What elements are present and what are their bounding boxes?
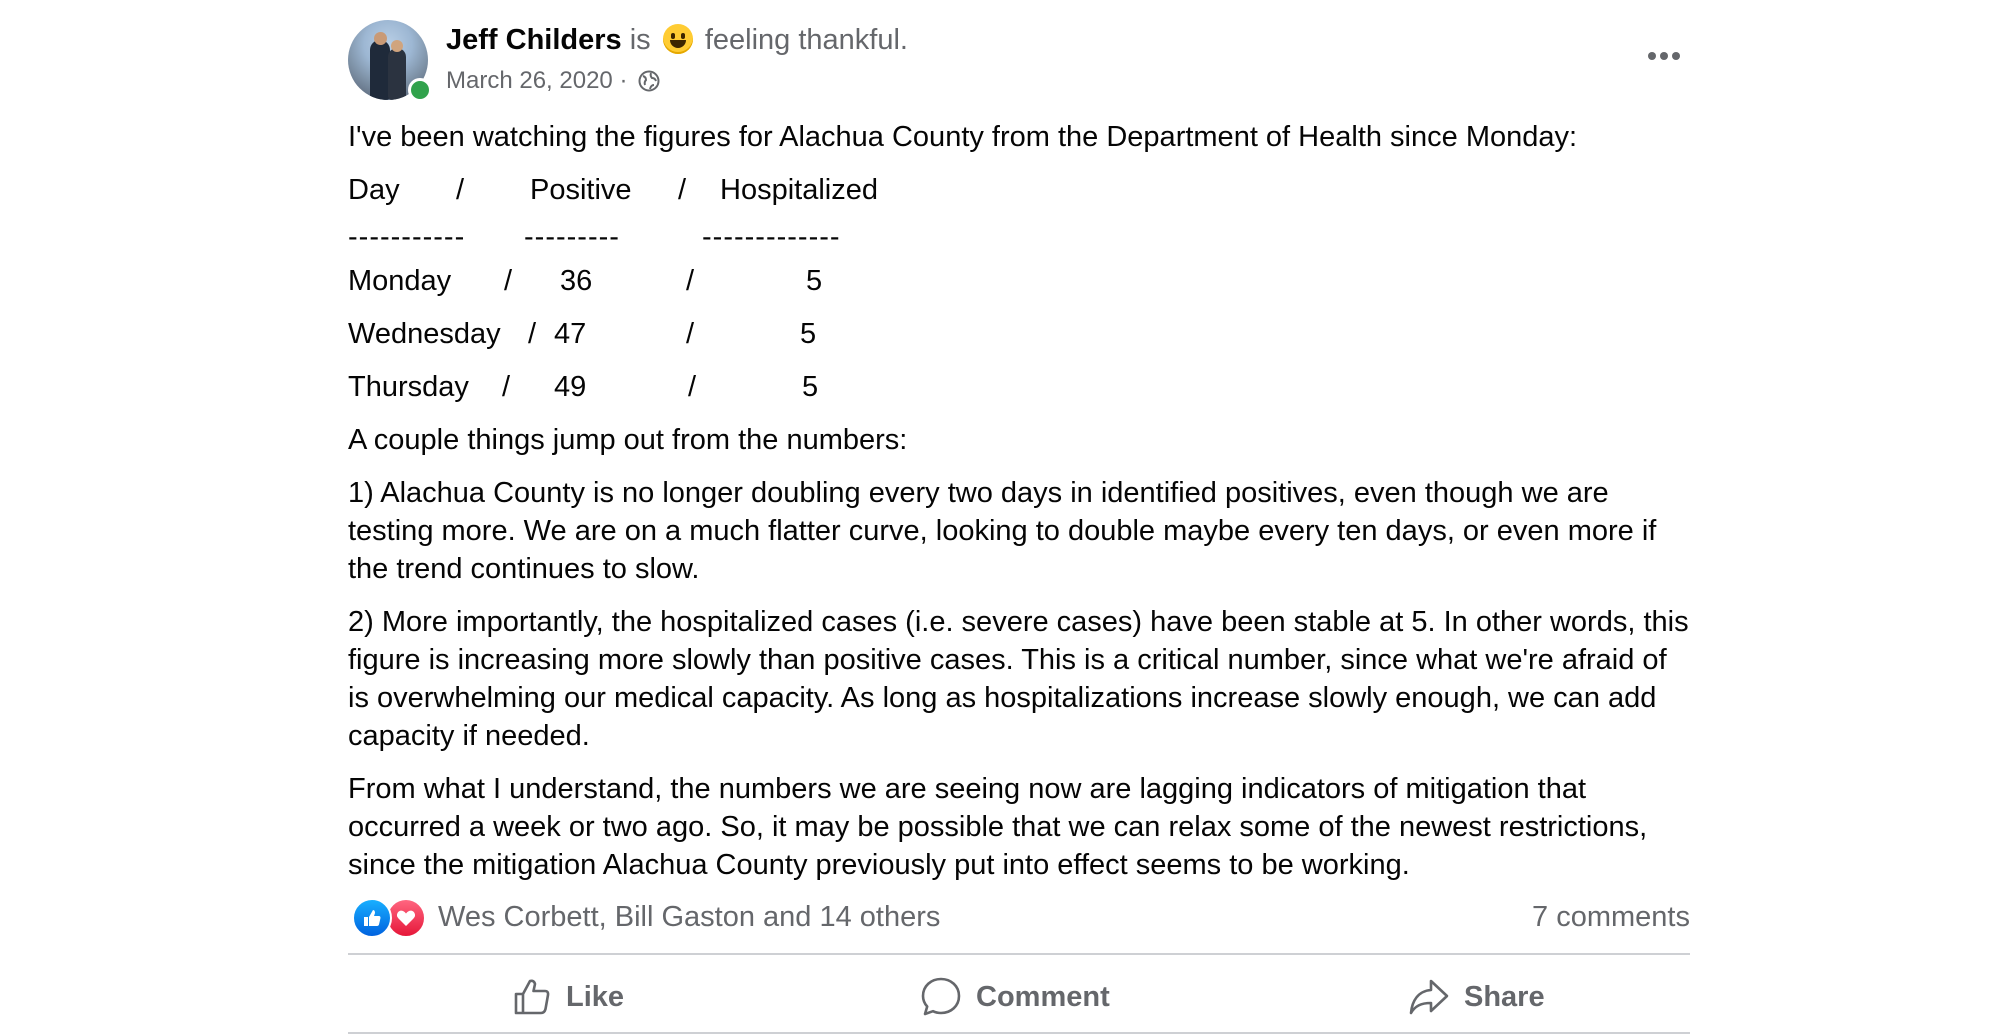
thumbs-up-icon <box>512 977 552 1017</box>
globe-icon[interactable] <box>638 70 660 100</box>
meta-separator: · <box>619 67 628 94</box>
feeling-text[interactable]: feeling thankful. <box>704 24 908 56</box>
share-button[interactable] <box>1408 958 1545 1036</box>
post-date[interactable]: March 26, 2020 <box>446 67 613 94</box>
table-header-row <box>348 171 1690 224</box>
table-header-positive: Positive <box>530 174 632 206</box>
table-row <box>348 262 1690 315</box>
table-cell-sep: / <box>504 265 513 297</box>
reaction-icons[interactable] <box>352 898 432 938</box>
online-status-icon <box>408 78 432 102</box>
share-arrow-icon <box>1408 977 1450 1017</box>
table-dash: ----------- <box>348 221 466 253</box>
table-cell-positive: 36 <box>560 265 593 297</box>
post-meta <box>446 66 660 100</box>
table-header-sep: / <box>456 174 465 206</box>
table-cell-day: Wednesday <box>348 318 501 350</box>
table-cell-positive: 49 <box>554 371 587 403</box>
comments-count[interactable]: 7 comments <box>1532 901 1690 933</box>
table-divider-row <box>348 221 1690 262</box>
reaction-names[interactable]: Wes Corbett, Bill Gaston and 14 others <box>438 901 941 933</box>
comment-button[interactable] <box>920 958 1110 1036</box>
post-paragraph: 2) More importantly, the hospitalized cases (i.e. severe cases) have been stable at 5. In other words, this figure is increasing more slowly than positive cases. This is a critical number, since what we're afraid of is overwhelming our medical capacity. As long as hospitalizations increase slowly enough, we can add capacity if needed. <box>348 606 1689 752</box>
table-header-sep: / <box>678 174 687 206</box>
post-body <box>348 118 1690 884</box>
table-cell-sep: / <box>502 371 511 403</box>
like-button[interactable] <box>512 958 624 1036</box>
post-card <box>348 0 1690 1034</box>
reactions-summary <box>348 896 1690 940</box>
table-cell-sep: / <box>688 371 697 403</box>
table-cell-hospitalized: 5 <box>802 371 819 403</box>
more-options-icon[interactable] <box>1640 42 1688 70</box>
post-intro: I've been watching the figures for Alachua County from the Department of Health since Monday: <box>348 121 1578 153</box>
like-label: Like <box>566 980 625 1013</box>
feeling-prefix: is <box>629 24 651 56</box>
comment-label: Comment <box>976 980 1110 1013</box>
table-header-day: Day <box>348 174 400 206</box>
smiling-face-icon <box>663 24 693 54</box>
table-cell-hospitalized: 5 <box>800 318 817 350</box>
table-header-hospitalized: Hospitalized <box>720 174 878 206</box>
post-actions <box>348 958 1690 1036</box>
post-paragraph: From what I understand, the numbers we are seeing now are lagging indicators of mitigation that occurred a week or two ago. So, it may be possible that we can relax some of the newest restrictions, since the mitigation Alachua County previously put into effect seems to be working. <box>348 773 1648 881</box>
table-cell-day: Thursday <box>348 371 469 403</box>
table-dash: --------- <box>524 221 620 253</box>
love-icon <box>386 898 426 938</box>
share-label: Share <box>1464 980 1545 1013</box>
table-cell-hospitalized: 5 <box>806 265 823 297</box>
table-row <box>348 315 1690 368</box>
table-cell-positive: 47 <box>554 318 587 350</box>
like-icon <box>352 898 392 938</box>
table-dash: ------------- <box>702 221 841 253</box>
post-header <box>446 22 908 58</box>
author-name[interactable]: Jeff Childers <box>446 24 622 56</box>
table-cell-day: Monday <box>348 265 452 297</box>
table-cell-sep: / <box>686 318 695 350</box>
post-paragraph: 1) Alachua County is no longer doubling every two days in identified positives, even though we are testing more. We are on a much flatter curve, looking to double maybe every ten days, or even more if the trend continues to slow. <box>348 477 1657 585</box>
table-cell-sep: / <box>528 318 537 350</box>
post-paragraph: A couple things jump out from the numbers: <box>348 424 908 456</box>
table-cell-sep: / <box>686 265 695 297</box>
table-row <box>348 368 1690 421</box>
action-divider <box>348 953 1690 955</box>
comment-bubble-icon <box>920 976 962 1018</box>
